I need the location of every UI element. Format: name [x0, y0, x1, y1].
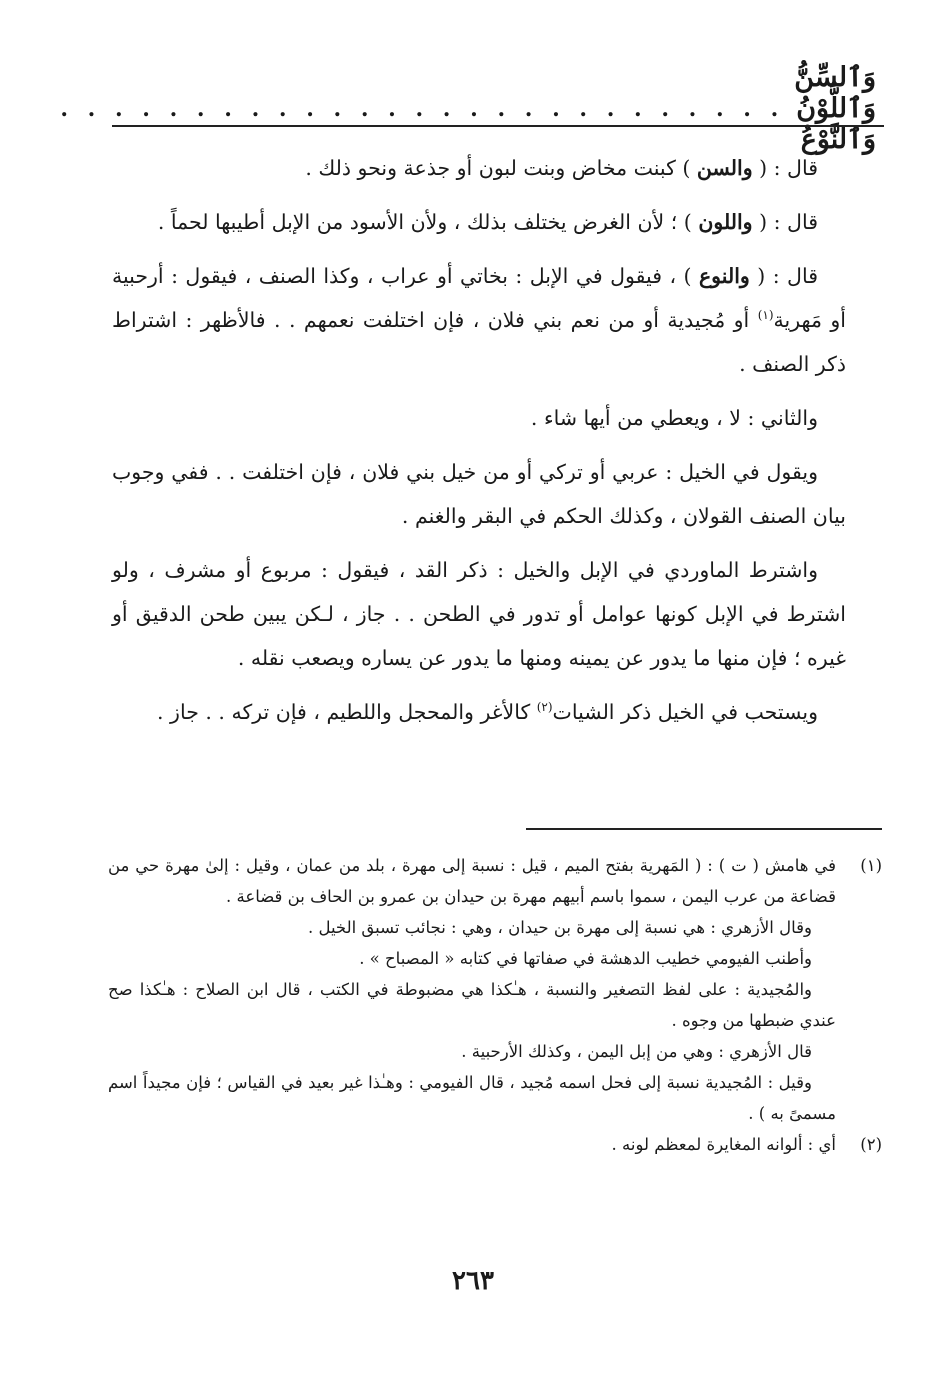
footnote-2 — [108, 1129, 882, 1160]
footnote-line: وقال الأزهري : هي نسبة إلى مهرة بن حيدان ، وهي : نجائب تسبق الخيل . — [307, 918, 812, 937]
bold-term: والنوع — [698, 264, 750, 288]
paragraph-age — [112, 146, 846, 190]
footnote-line: أي : ألوانه المغايرة لمعظم لونه . — [611, 1135, 836, 1154]
main-text — [112, 146, 846, 744]
running-head — [60, 62, 876, 155]
text-run: ) ؛ لأن الغرض يختلف بذلك ، ولأن الأسود من الإبل أطيبها لحماً . — [157, 210, 699, 234]
text-run: ) ، فيقول في الإبل : بخاتي أو عراب ، وكذا الصنف ، فيقول : أرحبية أو مَهرية — [112, 264, 846, 332]
footnote-number: (٢) — [860, 1135, 882, 1154]
footnote-text — [108, 1129, 836, 1160]
text-run: كالأغر والمحجل واللطيم ، فإن تركه . . جاز . — [157, 700, 537, 724]
footnote-line: قال الأزهري : وهي من إبل اليمن ، وكذلك الأرحبية . — [461, 1042, 812, 1061]
page-number: ٢٦٣ — [452, 1266, 494, 1296]
paragraph-mawardi: واشترط الماوردي في الإبل والخيل : ذكر القد ، فيقول : مربوع أو مشرف ، ولو اشترط في الإبل كونها عوامل أو تدور في الطحن . . جاز ، لـكن يبين طحن الدقيق أو غيره ؛ فإن منها ما يدور عن يمينه ومنها ما يدور عن يساره ويصعب نقله . — [112, 558, 846, 670]
footnotes — [108, 850, 882, 1160]
text-run: قال : ( — [749, 264, 818, 288]
running-head-dots: . . . . . . . . . . . . . . . . . . . . . . . . . . . — [60, 95, 785, 122]
text-run: قال : ( — [752, 156, 818, 180]
text-run: ويستحب في الخيل ذكر الشيات — [552, 700, 818, 724]
footnote-text — [108, 850, 836, 1129]
text-run: ) كبنت مخاض وبنت لبون أو جذعة ونحو ذلك . — [305, 156, 697, 180]
paragraph-markings — [112, 690, 846, 734]
footnote-1 — [108, 850, 882, 1129]
footnote-rule — [526, 828, 882, 830]
bold-term: والسن — [696, 156, 753, 180]
footnote-number: (١) — [860, 856, 882, 875]
footnote-ref[interactable]: (٢) — [536, 700, 553, 715]
footnote-ref[interactable]: (١) — [757, 308, 774, 323]
paragraph-color — [112, 200, 846, 244]
running-head-title: وَٱلسِّنُّ وَٱللَّوْنُ وَٱلنَّوْعُ — [794, 62, 876, 155]
paragraph-type — [112, 254, 846, 386]
footnote-line: في هامش ( ت ) : ( المَهرية بفتح الميم ، قيل : نسبة إلى مهرة ، بلد من عمان ، وقيل : إلىٰ مهرة حي من قضاعة من عرب اليمن ، سموا باسم أبيهم مهرة بن حيدان بن عمرو بن الحاف بن قضاعة . — [108, 856, 836, 906]
text-run: قال : ( — [752, 210, 818, 234]
bold-term: واللون — [698, 210, 753, 234]
header-rule — [112, 125, 884, 127]
text-run: أو مُجيدية أو من نعم بني فلان ، فإن اختلفت نعمهم . . فالأظهر : اشتراط ذكر الصنف . — [112, 308, 846, 376]
footnote-line: وأطنب الفيومي خطيب الدهشة في صفاتها في كتابه « المصباح » . — [359, 949, 812, 968]
footnote-line: والمُجيدية : على لفظ التصغير والنسبة ، هـٰكذا هي مضبوطة في الكتب ، قال ابن الصلاح : هـٰكذا صح عندي ضبطها من وجوه . — [108, 980, 836, 1030]
footnote-line: وقيل : المُجيدية نسبة إلى فحل اسمه مُجيد ، قال الفيومي : وهـٰذا غير بعيد في القياس ؛ فإن مجيداً اسم مسمىً به ) . — [108, 1073, 836, 1123]
paragraph-second-view: والثاني : لا ، ويعطي من أيها شاء . — [530, 406, 818, 430]
paragraph-horses: ويقول في الخيل : عربي أو تركي أو من خيل بني فلان ، فإن اختلفت . . ففي وجوب بيان الصنف القولان ، وكذلك الحكم في البقر والغنم . — [112, 460, 846, 528]
